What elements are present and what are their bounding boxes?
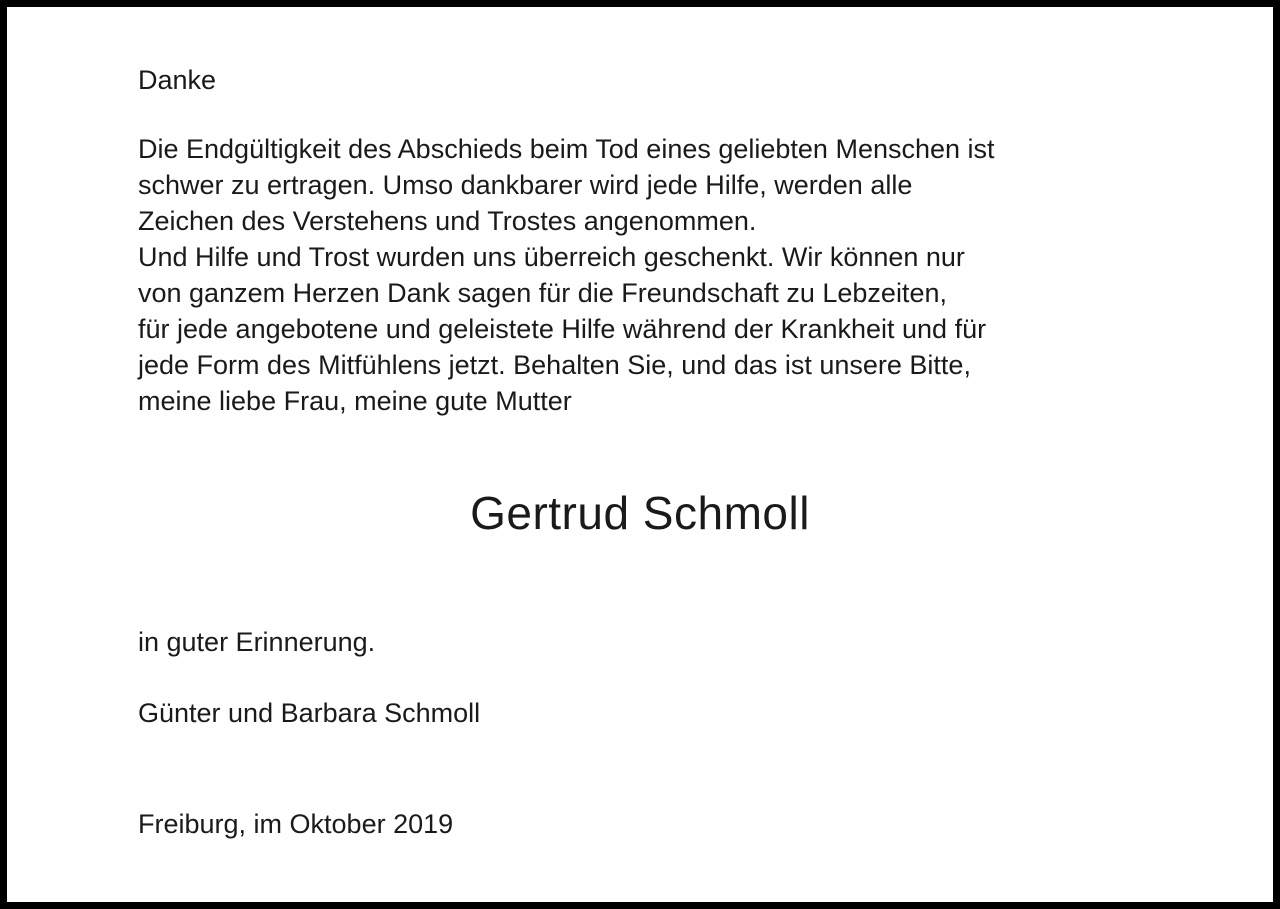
body-line: meine liebe Frau, meine gute Mutter xyxy=(138,386,572,416)
body-line: jede Form des Mitfühlens jetzt. Behalten Sie, und das ist unsere Bitte, xyxy=(138,350,971,380)
body-line: Die Endgültigkeit des Abschieds beim Tod eines geliebten Menschen ist xyxy=(138,134,995,164)
body-line: schwer zu ertragen. Umso dankbarer wird jede Hilfe, werden alle xyxy=(138,170,913,200)
body-line: Und Hilfe und Trost wurden uns überreich geschenkt. Wir können nur xyxy=(138,242,965,272)
deceased-name: Gertrud Schmoll xyxy=(470,487,810,539)
signers: Günter und Barbara Schmoll xyxy=(138,698,481,728)
place-date: Freiburg, im Oktober 2019 xyxy=(138,809,454,839)
body-line: für jede angebotene und geleistete Hilfe während der Krankheit und für xyxy=(138,314,987,344)
closing-line: in guter Erinnerung. xyxy=(138,627,376,657)
body-line: von ganzem Herzen Dank sagen für die Freundschaft zu Lebzeiten, xyxy=(138,278,947,308)
notice-body xyxy=(138,131,995,419)
body-line: Zeichen des Verstehens und Trostes angenommen. xyxy=(138,206,757,236)
notice-heading: Danke xyxy=(138,65,217,95)
